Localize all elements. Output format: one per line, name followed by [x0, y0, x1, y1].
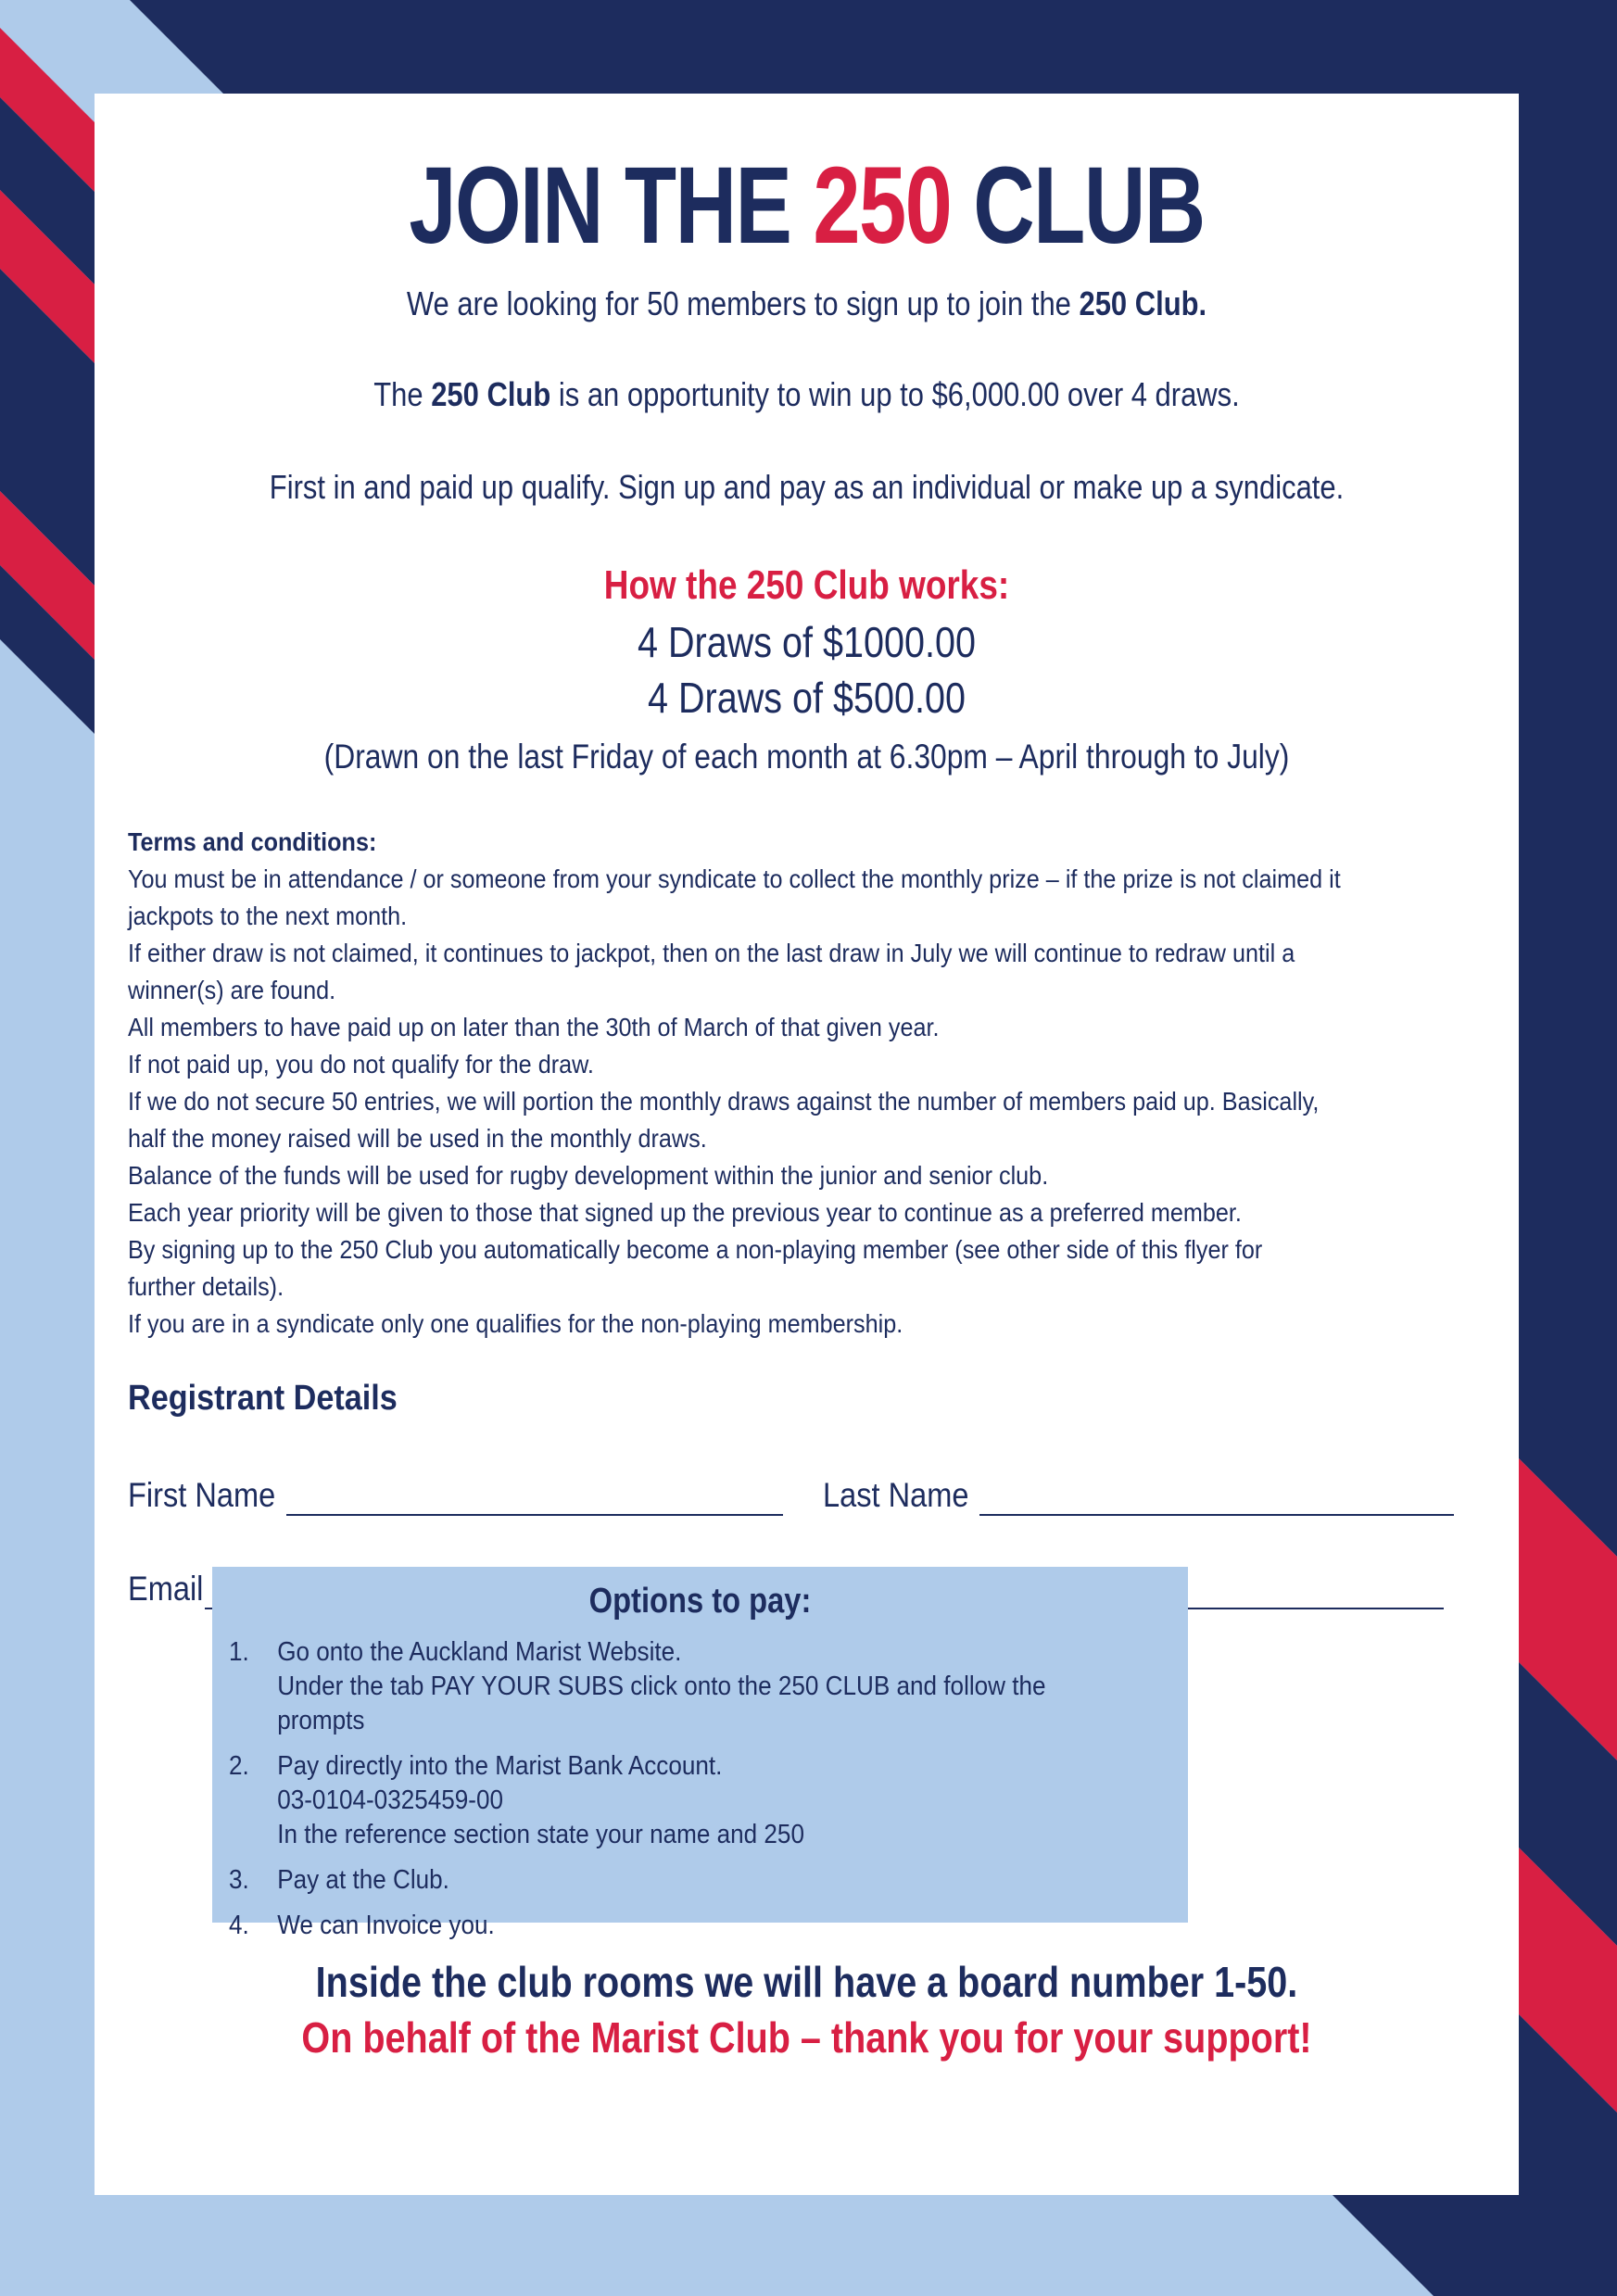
payment-item-4: [229, 1909, 1080, 1943]
intro-line-2: [195, 374, 1420, 415]
first-name-line[interactable]: [286, 1481, 783, 1516]
intro-line-3: First in and paid up qualify. Sign up and pay as an individual or make up a syndicate.: [269, 468, 1345, 506]
payment-item-line: Pay at the Club.: [277, 1865, 449, 1895]
draw-500: 4 Draws of $500.00: [647, 674, 966, 722]
how-it-works-heading: How the 250 Club works:: [603, 562, 1010, 608]
terms-line: You must be in attendance / or someone from your syndicate to collect the monthly prize – if the prize is not claimed it: [128, 864, 1341, 893]
terms-and-conditions: [128, 824, 1345, 1343]
payment-options-box: [212, 1567, 1188, 1940]
terms-line: Each year priority will be given to those that signed up the previous year to continue as a preferred member.: [128, 1198, 1242, 1227]
terms-line: By signing up to the 250 Club you automatically become a non-playing member (see other side of this flyer for: [128, 1235, 1263, 1264]
intro-line-2-bold: 250 Club: [431, 375, 551, 413]
footer-board-note: Inside the club rooms we will have a board number 1-50.: [315, 1958, 1298, 2006]
intro-line-2-post: is an opportunity to win up to $6,000.00 over 4 draws.: [550, 375, 1240, 413]
terms-line: winner(s) are found.: [128, 976, 336, 1004]
last-name-field[interactable]: [823, 1475, 1454, 1516]
payment-list: [229, 1635, 1174, 1943]
title-highlight: 250: [813, 145, 952, 267]
payment-heading: Options to pay:: [588, 1582, 812, 1621]
payment-item-line: Under the tab PAY YOUR SUBS click onto the 250 CLUB and follow the prompts: [277, 1672, 1046, 1735]
intro-line-1-bold: 250 Club.: [1079, 284, 1207, 322]
first-name-label: First Name: [128, 1476, 276, 1514]
page-title: [251, 145, 1362, 266]
payment-item-number: 2.: [229, 1751, 249, 1781]
drawn-note: (Drawn on the last Friday of each month at 6.30pm – April through to July): [323, 738, 1290, 776]
payment-item-line: In the reference section state your name and 250: [277, 1820, 804, 1849]
terms-heading: Terms and conditions:: [128, 827, 377, 856]
terms-line: further details).: [128, 1272, 284, 1301]
payment-item-number: 3.: [229, 1865, 249, 1895]
title-part2: CLUB: [973, 145, 1205, 267]
registrant-details-heading: Registrant Details: [128, 1379, 398, 1418]
terms-line: If we do not secure 50 entries, we will portion the monthly draws against the number of members paid up. Basically,: [128, 1087, 1320, 1116]
bank-account-number: 03-0104-0325459-00: [277, 1785, 504, 1815]
first-name-field[interactable]: [128, 1475, 783, 1516]
footer-thanks: On behalf of the Marist Club – thank you for your support!: [301, 2013, 1312, 2062]
payment-item-2: [229, 1749, 1080, 1852]
terms-line: If either draw is not claimed, it continues to jackpot, then on the last draw in July we will continue to redraw until a: [128, 939, 1295, 967]
terms-line: Balance of the funds will be used for rugby development within the junior and senior club.: [128, 1161, 1049, 1190]
terms-line: If you are in a syndicate only one qualifies for the non-playing membership.: [128, 1309, 903, 1338]
payment-item-line: Go onto the Auckland Marist Website.: [277, 1637, 682, 1667]
terms-line: jackpots to the next month.: [128, 902, 408, 930]
intro-line-1: [195, 284, 1420, 324]
title-part1: JOIN THE: [409, 145, 791, 267]
payment-item-number: 1.: [229, 1637, 249, 1667]
terms-line: If not paid up, you do not qualify for the draw.: [128, 1050, 594, 1079]
payment-item-1: [229, 1635, 1080, 1738]
terms-line: All members to have paid up on later than the 30th of March of that given year.: [128, 1013, 940, 1041]
intro-line-1-text: We are looking for 50 members to sign up to join the: [406, 284, 1080, 322]
email-label: Email: [128, 1570, 204, 1608]
last-name-label: Last Name: [823, 1476, 969, 1514]
intro-line-2-pre: The: [373, 375, 432, 413]
terms-line: half the money raised will be used in the monthly draws.: [128, 1124, 707, 1153]
payment-item-number: 4.: [229, 1911, 249, 1940]
draw-1000: 4 Draws of $1000.00: [637, 618, 977, 666]
payment-item-line: We can Invoice you.: [277, 1911, 495, 1940]
payment-item-3: [229, 1863, 1080, 1898]
payment-item-line: Pay directly into the Marist Bank Account.: [277, 1751, 723, 1781]
last-name-line[interactable]: [979, 1481, 1454, 1516]
